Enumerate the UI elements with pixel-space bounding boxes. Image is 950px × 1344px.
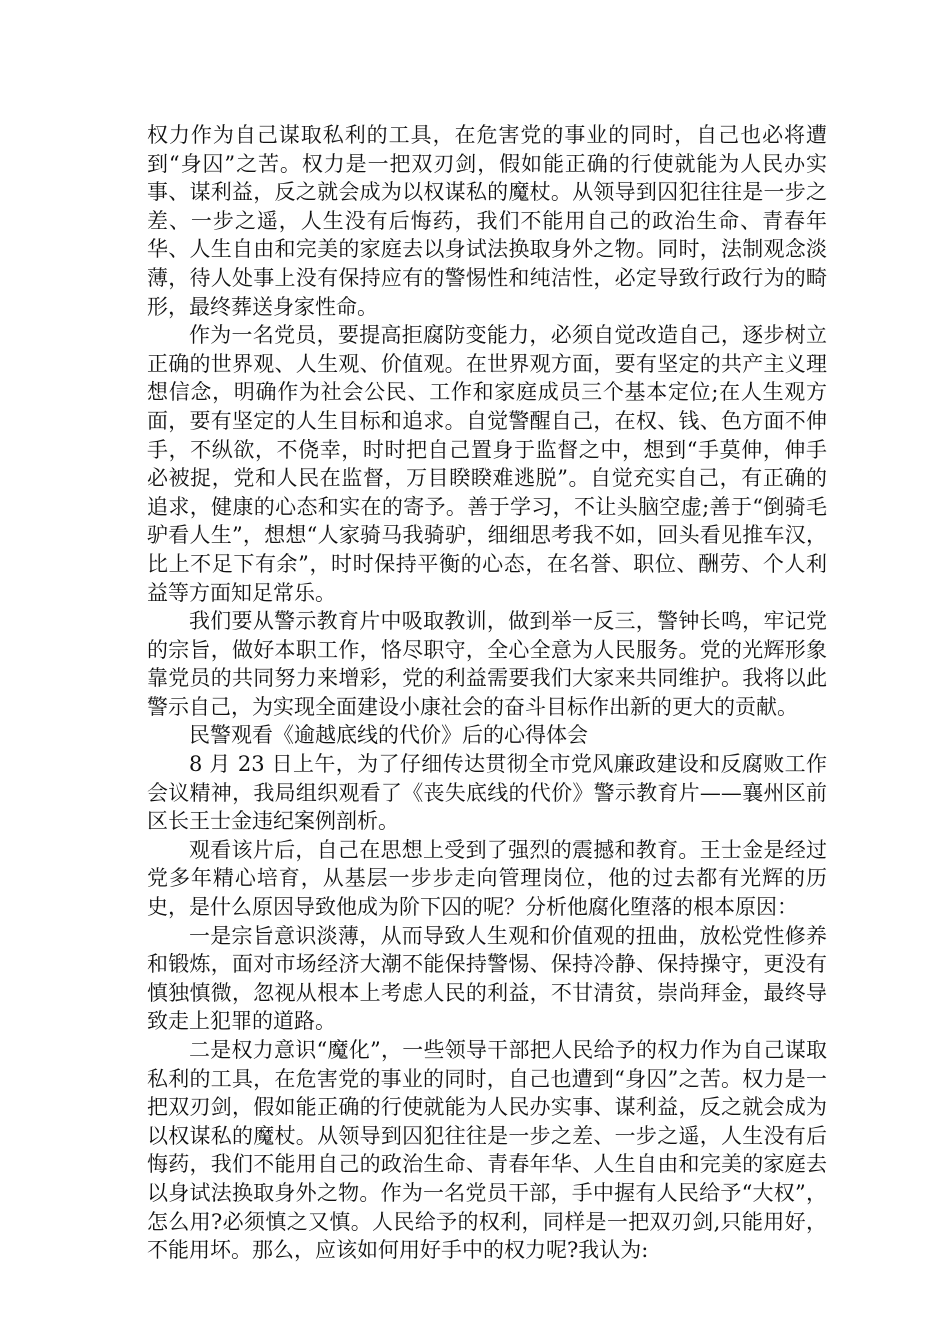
section-title: 民警观看《逾越底线的代价》后的心得体会: [189, 723, 588, 748]
paragraph-reflection: 观看该片后，自己在思想上受到了强烈的震撼和教育。王士金是经过党多年精心培育，从基层一步步走向管理岗位，他的过去都有光辉的历史，是什么原因导致他成为阶下囚的呢？分析他腐化堕落的根本原因：: [147, 837, 827, 920]
paragraph-reason-one: 一是宗旨意识淡薄，从而导致人生观和价值观的扭曲，放松党性修养和锻炼，面对市场经济大潮不能保持警惕、保持冷静、保持操守，更没有慎独慎微，忽视从根本上考虑人民的利益，不甘清贫，崇尚拜金，最终导致走上犯罪的道路。: [147, 923, 827, 1034]
paragraph-intro: 8 月 23 日上午，为了仔细传达贯彻全市党风廉政建设和反腐败工作会议精神，我局组织观看了《丧失底线的代价》警示教育片——襄州区前区长王士金违纪案例剖析。: [147, 752, 827, 834]
document-page: [147, 121, 827, 1265]
paragraph-party-member: 作为一名党员，要提高拒腐防变能力，必须自觉改造自己，逐步树立正确的世界观、人生观、价值观。在世界观方面，要有坚定的共产主义理想信念，明确作为社会公民、工作和家庭成员三个基本定位;在人生观方面，要有坚定的人生目标和追求。自觉警醒自己，在权、钱、色方面不伸手，不纵欲，不侥幸，时时把自己置身于监督之中，想到“手莫伸，伸手必被捉，党和人民在监督，万目睽睽难逃脱”。自觉充实自己，有正确的追求，健康的心态和实在的寄予。善于学习，不让头脑空虚;善于“倒骑毛驴看人生”，想想“人家骑马我骑驴，细细思考我不如，回头看见推车汉，比上不足下有余”，时时保持平衡的心态，在名誉、职位、酬劳、个人利益等方面知足常乐。: [147, 323, 827, 605]
paragraph-lessons: 我们要从警示教育片中吸取教训，做到举一反三，警钟长鸣，牢记党的宗旨，做好本职工作，恪尽职守，全心全意为人民服务。党的光辉形象靠党员的共同努力来增彩，党的利益需要我们大家来共同维护。我将以此警示自己，为实现全面建设小康社会的奋斗目标作出新的更大的贡献。: [147, 609, 827, 719]
paragraph-reason-two: 二是权力意识“魔化”，一些领导干部把人民给予的权力作为自己谋取私利的工具，在危害党的事业的同时，自己也遭到“身囚”之苦。权力是一把双刃剑，假如能正确的行使就能为人民办实事、谋利益，反之就会成为以权谋私的魔杖。从领导到囚犯往往是一步之差、一步之遥，人生没有后悔药，我们不能用自己的政治生命、青春年华、人生自由和完美的家庭去以身试法换取身外之物。作为一名党员干部，手中握有人民给予“大权”，怎么用?必须慎之又慎。人民给予的权利，同样是一把双刃剑,只能用好，不能用坏。那么，应该如何用好手中的权力呢?我认为:: [147, 1038, 827, 1263]
paragraph-continued: 权力作为自己谋取私利的工具，在危害党的事业的同时，自己也必将遭到“身囚”之苦。权力是一把双刃剑，假如能正确的行使就能为人民办实事、谋利益，反之就会成为以权谋私的魔杖。从领导到囚犯往往是一步之差、一步之遥，人生没有后悔药，我们不能用自己的政治生命、青春年华、人生自由和完美的家庭去以身试法换取身外之物。同时，法制观念淡薄，待人处事上没有保持应有的警惕性和纯洁性，必定导致行政行为的畸形，最终葬送身家性命。: [147, 123, 827, 319]
